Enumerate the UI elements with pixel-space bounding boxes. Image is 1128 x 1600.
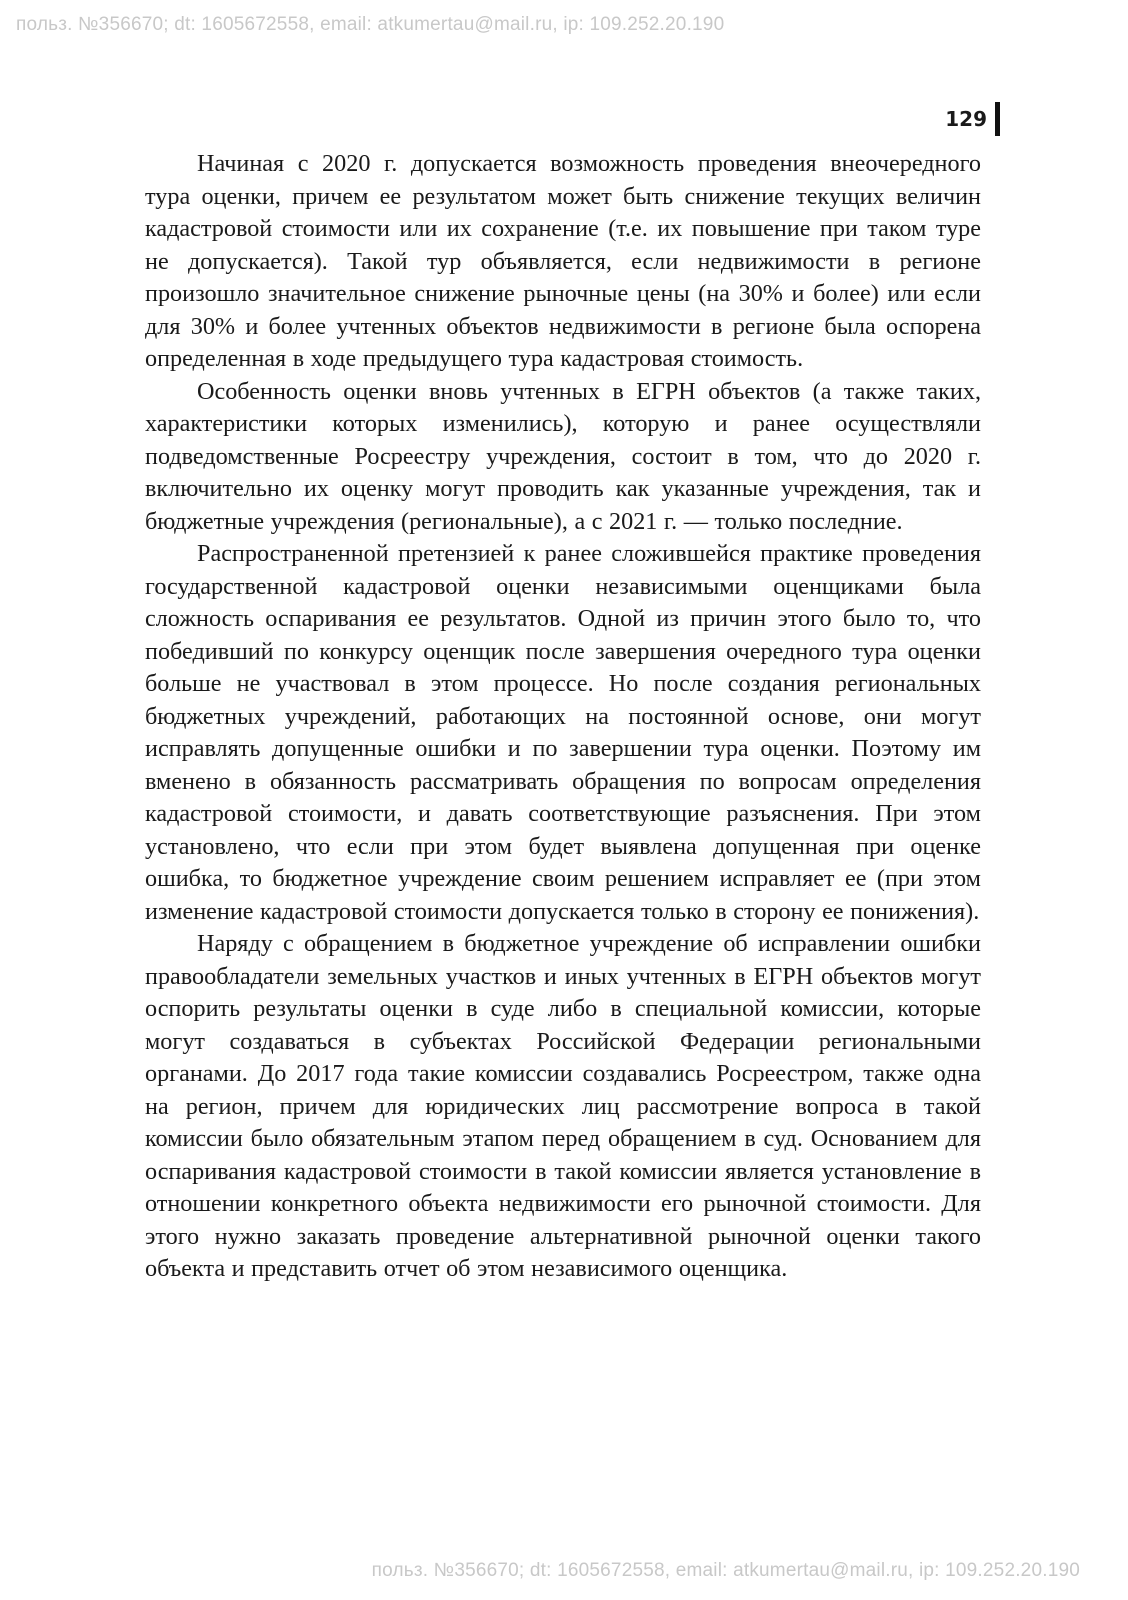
text-body <box>145 148 981 1286</box>
page-header <box>945 102 1000 136</box>
page-number-bar <box>995 102 1000 136</box>
paragraph-3: Распространенной претензией к ранее сложившейся практике проведения государственной кадастровой оценки независимыми оценщиками была сложность оспаривания ее результатов. Одной из причин этого было то, что победивший по конкурсу оценщик после завершения очередного тура оценки больше не участвовал в этом процессе. Но после создания региональных бюджетных учреждений, работающих на постоянной основе, они могут исправлять допущенные ошибки и по завершении тура оценки. Поэтому им вменено в обязанность рассматривать обращения по вопросам определения кадастровой стоимости, и давать соответствующие разъяснения. При этом установлено, что если при этом будет выявлена допущенная при оценке ошибка, то бюджетное учреждение своим решением исправляет ее (при этом изменение кадастровой стоимости допускается только в сторону ее понижения). <box>145 540 981 925</box>
page-number: 129 <box>945 107 987 131</box>
paragraph-4: Наряду с обращением в бюджетное учреждение об исправлении ошибки правообладатели земельных участков и иных учтенных в ЕГРН объектов могут оспорить результаты оценки в суде либо в специальной комиссии, которые могут создаваться в субъектах Российской Федерации региональными органами. До 2017 года такие комиссии создавались Росреестром, также одна на регион, причем для юридических лиц рассмотрение вопроса в такой комиссии было обязательным этапом перед обращением в суд. Основанием для оспаривания кадастровой стоимости в такой комиссии является установление в отношении конкретного объекта недвижимости его рыночной стоимости. Для этого нужно заказать проведение альтернативной рыночной оценки такого объекта и представить отчет об этом независимого оценщика. <box>145 930 981 1282</box>
paragraph-1: Начиная с 2020 г. допускается возможность проведения внеочередного тура оценки, причем ее результатом может быть снижение текущих величин кадастровой стоимости или их сохранение (т.е. их повышение при таком туре не допускается). Такой тур объявляется, если недвижимости в регионе произошло значительное снижение рыночные цены (на 30% и более) или если для 30% и более учтенных объектов недвижимости в регионе была оспорена определенная в ходе предыдущего тура кадастровая стоимость. <box>145 150 981 372</box>
paragraph-2: Особенность оценки вновь учтенных в ЕГРН объектов (а также таких, характеристики которых изменились), которую и ранее осуществляли подведомственные Росреестру учреждения, состоит в том, что до 2020 г. включительно их оценку могут проводить как указанные учреждения, так и бюджетные учреждения (региональные), а с 2021 г. — только последние. <box>145 377 981 535</box>
watermark-top: польз. №356670; dt: 1605672558, email: atkumertau@mail.ru, ip: 109.252.20.190 <box>16 14 725 35</box>
watermark-bottom: польз. №356670; dt: 1605672558, email: atkumertau@mail.ru, ip: 109.252.20.190 <box>371 1560 1080 1581</box>
